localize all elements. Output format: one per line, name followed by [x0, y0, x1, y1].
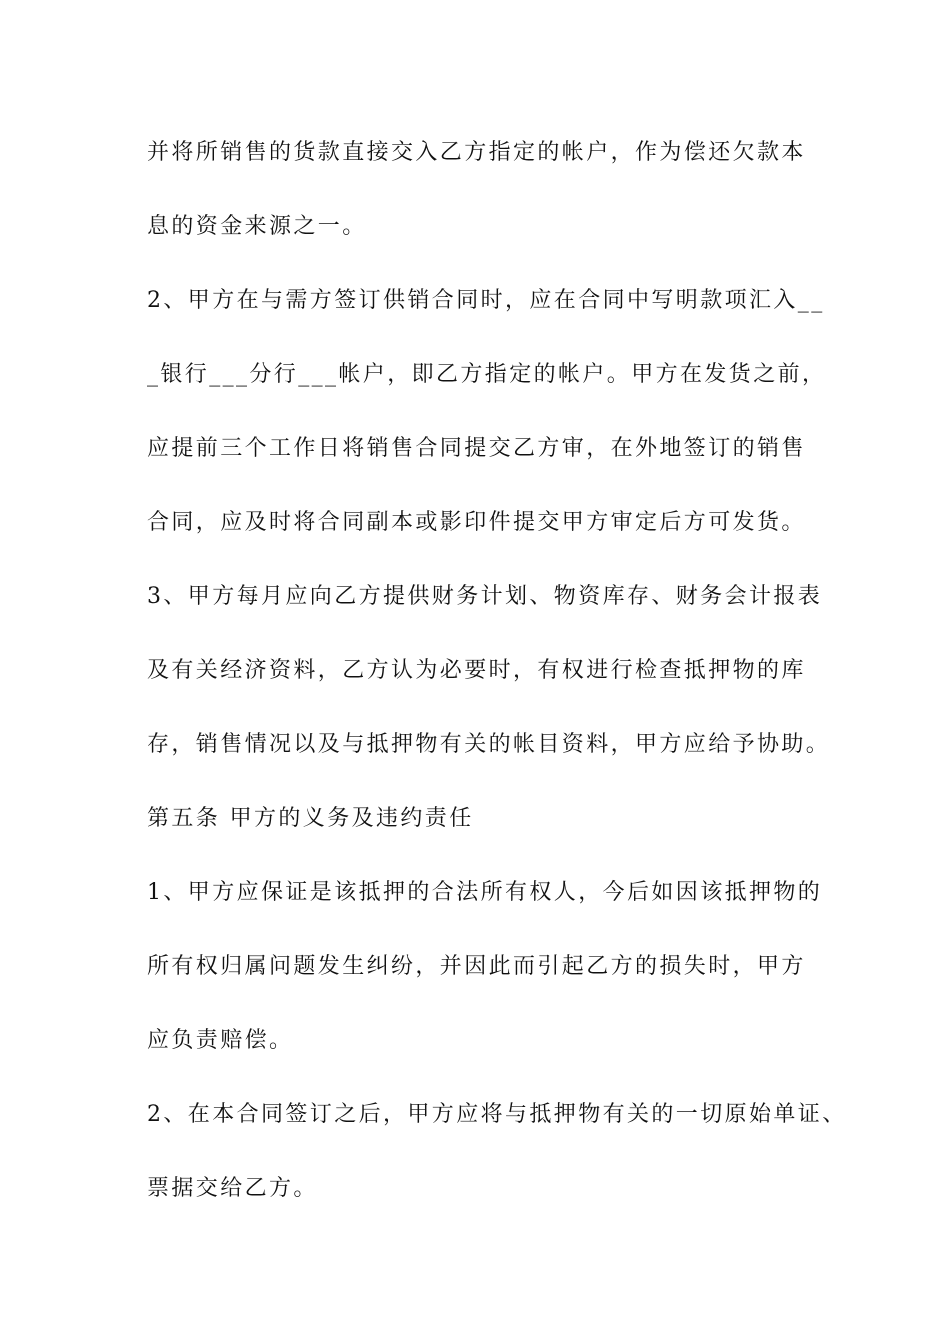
text-line: 票据交给乙方。: [147, 1176, 318, 1201]
text-line: 合同，应及时将合同副本或影印件提交甲方审定后方可发货。: [147, 510, 806, 535]
section-heading: 第五条 甲方的义务及违约责任: [147, 806, 474, 831]
text-line: 所有权归属问题发生纠纷，并因此而引起乙方的损失时，甲方: [147, 954, 806, 979]
text-line: 息的资金来源之一。: [147, 214, 367, 239]
text-line: 及有关经济资料，乙方认为必要时，有权进行检查抵押物的库: [147, 658, 806, 683]
text-line: 3、甲方每月应向乙方提供财务计划、物资库存、财务会计报表: [147, 584, 823, 609]
text-line: 应负责赔偿。: [147, 1028, 294, 1053]
text-line: 2、在本合同签订之后，甲方应将与抵押物有关的一切原始单证、: [147, 1102, 847, 1127]
text-line: 存，销售情况以及与抵押物有关的帐目资料，甲方应给予协助。: [147, 732, 831, 757]
text-line: 应提前三个工作日将销售合同提交乙方审，在外地签订的销售: [147, 436, 806, 461]
text-line: 2、甲方在与需方签订供销合同时，应在合同中写明款项汇入__: [147, 288, 825, 313]
text-line: _银行___分行___帐户，即乙方指定的帐户。甲方在发货之前，: [147, 362, 827, 387]
text-line: 1、甲方应保证是该抵押的合法所有权人，今后如因该抵押物的: [147, 880, 823, 905]
text-line: 并将所销售的货款直接交入乙方指定的帐户，作为偿还欠款本: [147, 140, 806, 165]
